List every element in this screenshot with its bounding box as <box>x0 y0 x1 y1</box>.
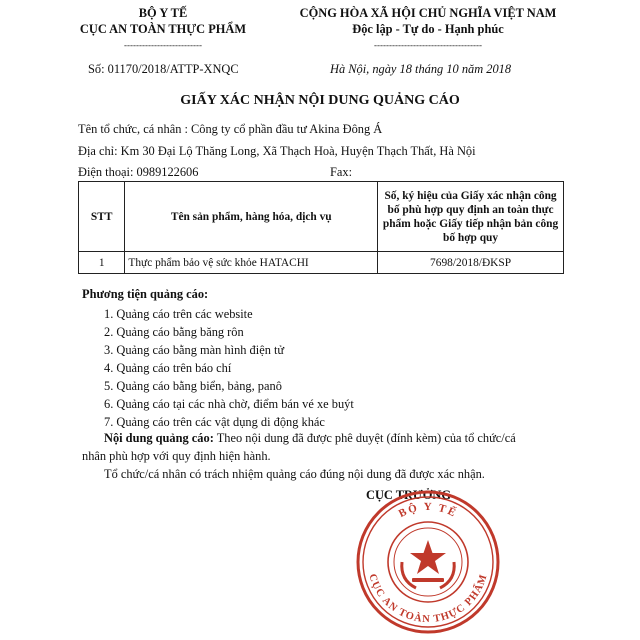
table-header-row <box>79 182 564 252</box>
place-date: Hà Nội, ngày 18 tháng 10 năm 2018 <box>330 62 512 76</box>
table-row <box>79 252 564 274</box>
header-certificate: Số, ký hiệu của Giấy xác nhận công bố phù hợp quy định an toàn thực phẩm hoặc Giấy tiếp nhận bản công bố hợp quy <box>378 182 564 252</box>
fax-line: Fax: <box>330 165 353 179</box>
media-item: 3. Quảng cáo bằng màn hình điện tử <box>104 343 285 357</box>
organization-line: Tên tổ chức, cá nhân : Công ty cổ phần đầu tư Akina Đông Á <box>78 122 383 136</box>
address-line: Địa chỉ: Km 30 Đại Lộ Thăng Long, Xã Thạch Hoà, Huyện Thạch Thất, Hà Nội <box>78 144 476 158</box>
header-product: Tên sản phẩm, hàng hóa, dịch vụ <box>125 182 378 252</box>
content-line-1 <box>104 431 516 446</box>
cell-product: Thực phẩm bảo vệ sức khỏe HATACHI <box>125 252 378 274</box>
seal-top-text: BỘ Y TẾ <box>396 500 460 521</box>
media-item: 5. Quảng cáo bằng biển, bảng, panô <box>104 379 282 393</box>
cell-certificate: 7698/2018/ĐKSP <box>378 252 564 274</box>
responsibility-text: Tổ chức/cá nhân có trách nhiệm quảng cáo đúng nội dung đã được xác nhận. <box>104 467 485 481</box>
media-item: 6. Quảng cáo tại các nhà chờ, điểm bán vé xe buýt <box>104 397 354 411</box>
national-motto: Độc lập - Tự do - Hạnh phúc <box>352 22 504 36</box>
cell-stt: 1 <box>79 252 125 274</box>
seal-emblem <box>394 528 462 596</box>
svg-text:BỘ Y TẾ <box>397 501 460 520</box>
content-label: Nội dung quảng cáo: <box>104 431 214 445</box>
content-text-2: nhân phù hợp với quy định hiện hành. <box>82 449 271 463</box>
official-seal <box>354 488 502 636</box>
country-name: CỘNG HÒA XÃ HỘI CHỦ NGHĨA VIỆT NAM <box>299 6 557 20</box>
signature-title: CỤC TRƯỞNG <box>366 488 452 502</box>
department-name: CỤC AN TOÀN THỰC PHẨM <box>79 22 247 36</box>
media-item: 4. Quảng cáo trên báo chí <box>104 361 232 375</box>
document-number: Số: 01170/2018/ATTP-XNQC <box>88 62 239 76</box>
content-text-1: Theo nội dung đã được phê duyệt (đính kèm) của tổ chức/cá <box>213 431 516 445</box>
seal-bottom-text: CỤC AN TOÀN THỰC PHẨM <box>366 572 490 626</box>
media-heading: Phương tiện quảng cáo: <box>82 287 209 301</box>
media-item: 2. Quảng cáo bằng băng rôn <box>104 325 244 339</box>
ministry-name: BỘ Y TẾ <box>138 6 188 20</box>
product-table <box>78 181 564 274</box>
header-stt: STT <box>79 182 125 252</box>
right-divider: ------------------------------------ <box>374 40 482 50</box>
media-item: 7. Quảng cáo trên các vật dụng di động khác <box>104 415 325 429</box>
left-divider: -------------------------- <box>124 40 202 50</box>
document-title: GIẤY XÁC NHẬN NỘI DUNG QUẢNG CÁO <box>180 93 460 108</box>
phone-line: Điện thoại: 0989122606 <box>78 165 199 179</box>
media-item: 1. Quảng cáo trên các website <box>104 307 253 321</box>
